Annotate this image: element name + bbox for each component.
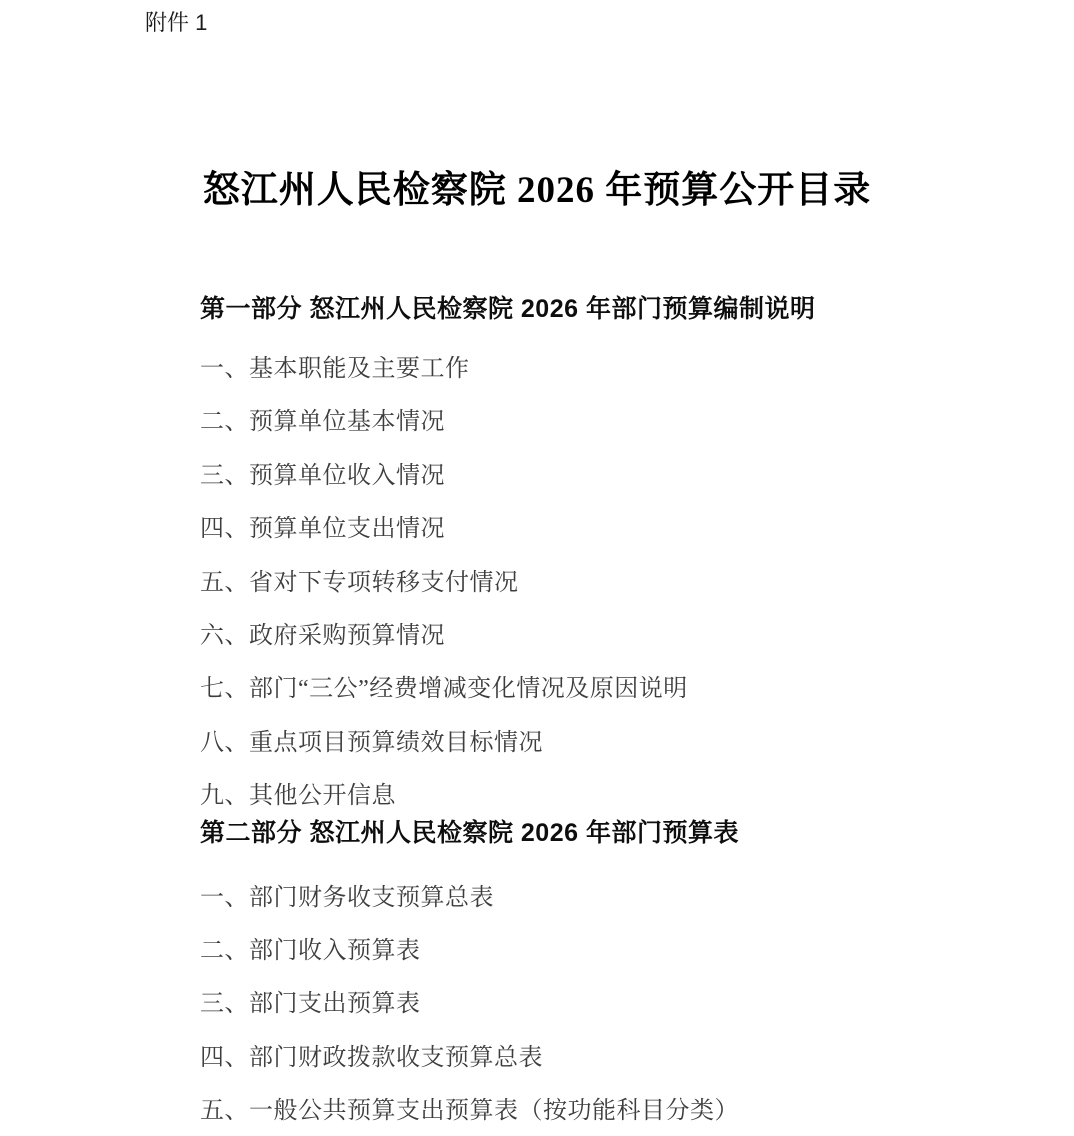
toc-item: 九、其他公开信息 bbox=[200, 783, 396, 810]
toc-item: 四、预算单位支出情况 bbox=[200, 516, 445, 543]
section-2-list bbox=[200, 872, 1074, 1136]
toc-item: 一、部门财务收支预算总表 bbox=[200, 884, 494, 911]
toc-item: 二、预算单位基本情况 bbox=[200, 409, 445, 436]
section-2-heading: 第二部分 怒江州人民检察院 2026 年部门预算表 bbox=[200, 818, 739, 847]
toc-item: 六、政府采购预算情况 bbox=[200, 623, 445, 650]
toc-item: 三、预算单位收入情况 bbox=[200, 462, 445, 489]
section-1-list bbox=[200, 343, 1074, 824]
toc-item: 一、基本职能及主要工作 bbox=[200, 356, 470, 382]
toc-item: 七、部门“三公”经费增减变化情况及原因说明 bbox=[200, 676, 688, 703]
section-1-heading: 第一部分 怒江州人民检察院 2026 年部门预算编制说明 bbox=[200, 295, 816, 323]
toc-item: 四、部门财政拨款收支预算总表 bbox=[200, 1044, 543, 1071]
document-title: 怒江州人民检察院 2026 年预算公开目录 bbox=[202, 170, 872, 211]
toc-item: 八、重点项目预算绩效目标情况 bbox=[200, 729, 543, 756]
toc-item: 五、一般公共预算支出预算表（按功能科目分类） bbox=[200, 1098, 739, 1125]
attachment-label: 附件 1 bbox=[145, 10, 208, 35]
toc-item: 二、部门收入预算表 bbox=[200, 938, 421, 965]
toc-item: 五、省对下专项转移支付情况 bbox=[200, 569, 519, 596]
toc-item: 三、部门支出预算表 bbox=[200, 991, 421, 1018]
